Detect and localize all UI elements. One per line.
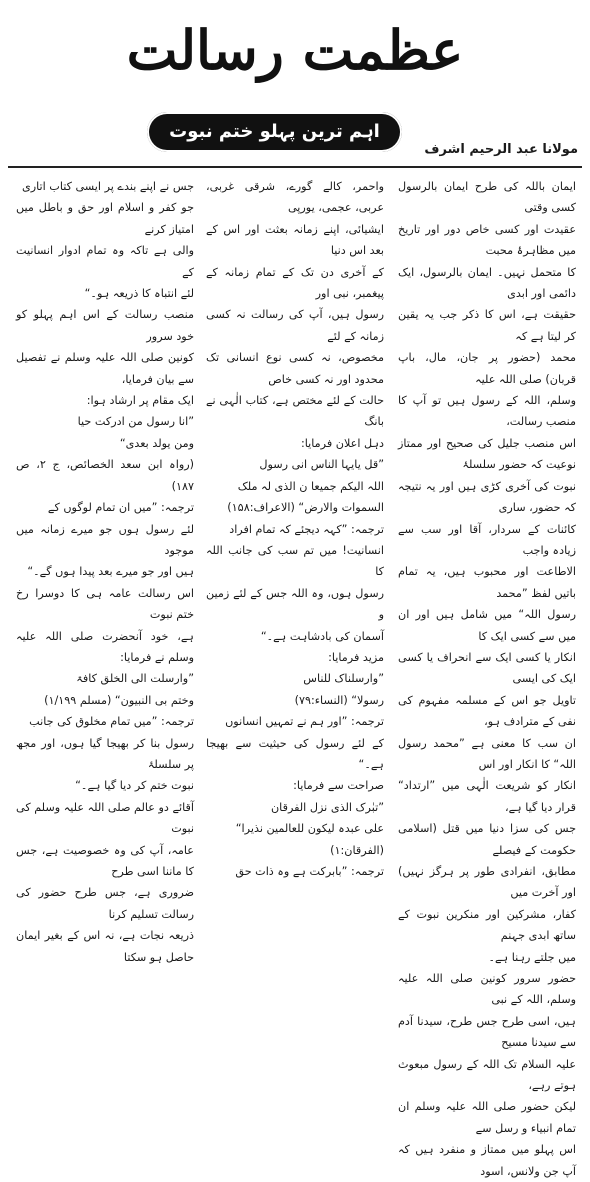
- text-line: حالت کے لئے مختص ہے، کتاب الٰہی نے بانگ: [206, 394, 384, 429]
- text-line: مزید فرمایا:: [328, 650, 384, 664]
- text-line: لئے رسول ہوں جو میرے زمانہ میں موجود: [16, 522, 194, 557]
- text-line: تاویل جو اس کے مسلمہ مفہوم کی نفی کے مترادف ہو،: [398, 693, 576, 729]
- text-line: رسولا“ (النساء:۷۹): [294, 693, 384, 707]
- header-divider: [8, 166, 582, 168]
- text-line: واحمر، کالے گورے، شرقی غربی، عربی، عجمی، یورپی: [206, 180, 384, 215]
- text-line: میں جلتے رہنا ہے۔: [488, 950, 576, 964]
- text-line: دہل اعلان فرمایا:: [300, 436, 384, 450]
- text-line: الاطاعت اور محبوب ہیں، یہ تمام باتیں لفظ ”محمد: [398, 565, 576, 600]
- text-line: والی ہے تاکہ وہ تمام ادوار انسانیت کے: [16, 244, 194, 279]
- text-line: انکار یا کسی ایک سے انحراف یا کسی ایک کی ایسی: [398, 650, 576, 686]
- text-line: محمد (حضور پر جان، مال، باپ قربان) صلی اللہ علیہ: [398, 351, 576, 386]
- text-line: ہیں، اسی طرح جس طرح، سیدنا آدم سے سیدنا مسیح: [398, 1014, 576, 1050]
- text-line: مخصوص، نہ کسی نوع انسانی تک محدود اور نہ کسی خاص: [206, 351, 384, 386]
- text-line: ”وارسلت الی الخلق کافۃ: [76, 672, 194, 686]
- text-line: وسلم، اللہ کے رسول ہیں تو آپ کا منصب رسالت،: [398, 394, 576, 429]
- text-line: عقیدت اور کسی خاص دور اور تاریخ میں مظاہرۂ محبت: [398, 222, 576, 258]
- text-line: حضور سرور کونین صلی اللہ علیہ وسلم، اللہ کے نبی: [398, 972, 576, 1007]
- text-line: ترجمہ: ”اور ہم نے تمہیں انسانوں: [225, 715, 384, 729]
- text-line: نبوت ختم کر دیا گیا ہے۔“: [75, 779, 194, 793]
- subtitle-banner: اہم ترین پہلو ختم نبوت: [147, 112, 402, 152]
- text-line: آقائے دو عالم صلی اللہ علیہ وسلم کی نبوت: [16, 800, 194, 836]
- text-line: حقیقت ہے، اس کا ذکر جب یہ یقین کر لیتا ہے کہ: [398, 308, 576, 343]
- text-line: ترجمہ: ”میں ان تمام لوگوں کے: [47, 501, 194, 515]
- text-line: آسمان کی بادشاہت ہے۔“: [260, 629, 384, 643]
- text-line: ایمان باللہ کی طرح ایمان بالرسول کسی وقتی: [398, 180, 576, 215]
- text-line: اس منصب جلیل کی صحیح اور ممتاز نوعیت کہ حضور سلسلۂ: [398, 436, 576, 472]
- text-line: ذریعہ نجات ہے، نہ اس کے بغیر ایمان حاصل ہو سکتا: [16, 929, 194, 964]
- text-line: کونین صلی اللہ علیہ وسلم نے تفصیل سے بیان فرمایا،: [16, 351, 194, 386]
- text-line: ترجمہ: ”میں تمام مخلوق کی جانب: [29, 715, 194, 729]
- text-line: ترجمہ: ”کہہ دیجئے کہ تمام افراد: [229, 522, 384, 536]
- text-line: علی عبدہ لیکون للعالمین نذیرا“: [235, 822, 384, 836]
- text-line: ”وارسلناک للناس: [303, 672, 384, 686]
- text-line: رسول بنا کر بھیجا گیا ہوں، اور مجھ پر سلسلۂ: [16, 736, 194, 771]
- text-line: (الفرقان:۱): [330, 843, 384, 857]
- text-line: ایک مقام پر ارشاد ہوا:: [86, 394, 194, 408]
- text-line: انسانیت! میں تم سب کی جانب اللہ کا: [206, 543, 384, 579]
- text-line: رسول اللہ“ میں شامل ہیں اور ان میں سے کسی ایک کا: [398, 608, 576, 643]
- article-title: عظمت رسالت: [126, 18, 464, 82]
- text-column-1: [398, 176, 576, 1178]
- text-line: منصب رسالت کے اس اہم پہلو کو خود سرور: [16, 308, 194, 343]
- text-line: ضروری ہے، جس طرح حضور کی رسالت تسلیم کرنا: [16, 886, 194, 921]
- text-line: وختم بی النبیون“ (مسلم ۱/۱۹۹): [44, 693, 194, 707]
- text-line: السموات والارض“ (الاعراف:۱۵۸): [227, 501, 384, 515]
- text-line: اس رسالت عامہ ہی کا دوسرا رخ ختم نبوت: [16, 586, 194, 622]
- text-line: انکار کو شریعت الٰہی میں ”ارتداد“ قرار دیا گیا ہے،: [398, 779, 576, 814]
- text-line: ”تبٰرک الذی نزل الفرقان: [270, 800, 384, 814]
- text-column-3: [16, 176, 194, 964]
- text-line: ”قل یایہا الناس انی رسول: [259, 458, 384, 472]
- text-line: کے لئے رسول کی حیثیت سے بھیجا ہے۔“: [206, 736, 384, 771]
- text-line: جو کفر و اسلام اور حق و باطل میں امتیاز کرنے: [16, 201, 194, 236]
- text-line: صراحت سے فرمایا:: [293, 779, 384, 793]
- text-line: اس پہلو میں ممتاز و منفرد ہیں کہ آپ جن ولانس، اسود: [398, 1143, 576, 1178]
- text-line: کا متحمل نہیں۔ ایمان بالرسول، ایک دائمی اور ابدی: [398, 265, 576, 301]
- text-line: مطابق، انفرادی طور پر ہرگز نہیں) اور آخرت میں: [398, 865, 576, 900]
- author-name: مولانا عبد الرحیم اشرف: [424, 142, 578, 157]
- text-line: جس کی سزا دنیا میں قتل (اسلامی حکومت کے فیصلے: [398, 822, 576, 857]
- text-line: جس نے اپنے بندے پر ایسی کتاب اتاری: [21, 180, 194, 193]
- text-line: رسول ہیں، آپ کی رسالت نہ کسی زمانہ کے لئے: [206, 308, 384, 343]
- text-line: لئے انتباہ کا ذریعہ ہو۔“: [84, 287, 194, 301]
- text-line: ترجمہ: ”بابرکت ہے وہ ذات حق: [235, 865, 384, 878]
- text-line: ایشیائی، اپنے زمانہ بعثت اور اس کے بعد اس دنیا: [206, 222, 384, 258]
- text-line: عامہ، آپ کی وہ خصوصیت ہے، جس کا ماننا اسی طرح: [16, 843, 194, 878]
- text-line: کائنات کے سردار، آقا اور سب سے زیادہ واجب: [398, 522, 576, 557]
- text-line: (رواہ ابن سعد الخصائص، ج ۲، ص ۱۸۷): [16, 458, 194, 493]
- text-line: ومن یولد بعدی“: [119, 436, 194, 450]
- text-column-2: [206, 176, 384, 878]
- text-line: رسول ہوں، وہ اللہ جس کے لئے زمین و: [206, 586, 384, 622]
- text-line: ہے، خود آنحضرت صلی اللہ علیہ وسلم نے فرمایا:: [16, 629, 194, 664]
- text-line: کے آخری دن تک کے تمام زمانہ کے پیغمبر، نبی اور: [206, 265, 384, 301]
- text-line: ”انا رسول من ادرکت حیا: [77, 415, 194, 429]
- text-line: کفار، مشرکین اور منکرین نبوت کے ساتھ ابدی جہنم: [398, 907, 576, 943]
- text-line: ہیں اور جو میرے بعد پیدا ہوں گے۔“: [27, 565, 194, 579]
- text-line: اللہ الیکم جمیعا ن الذی لہ ملک: [237, 479, 384, 493]
- text-line: علیہ السلام تک اللہ کے رسول مبعوث ہوتے رہے،: [398, 1057, 576, 1093]
- text-line: لیکن حضور صلی اللہ علیہ وسلم ان تمام انبیاء و رسل سے: [398, 1100, 576, 1135]
- text-line: ان سب کا معنی ہے ”محمد رسول اللہ“ کا انکار اور اس: [398, 736, 576, 771]
- text-line: نبوت کی آخری کڑی ہیں اور یہ نتیجہ کہ حضور، ساری: [398, 479, 576, 515]
